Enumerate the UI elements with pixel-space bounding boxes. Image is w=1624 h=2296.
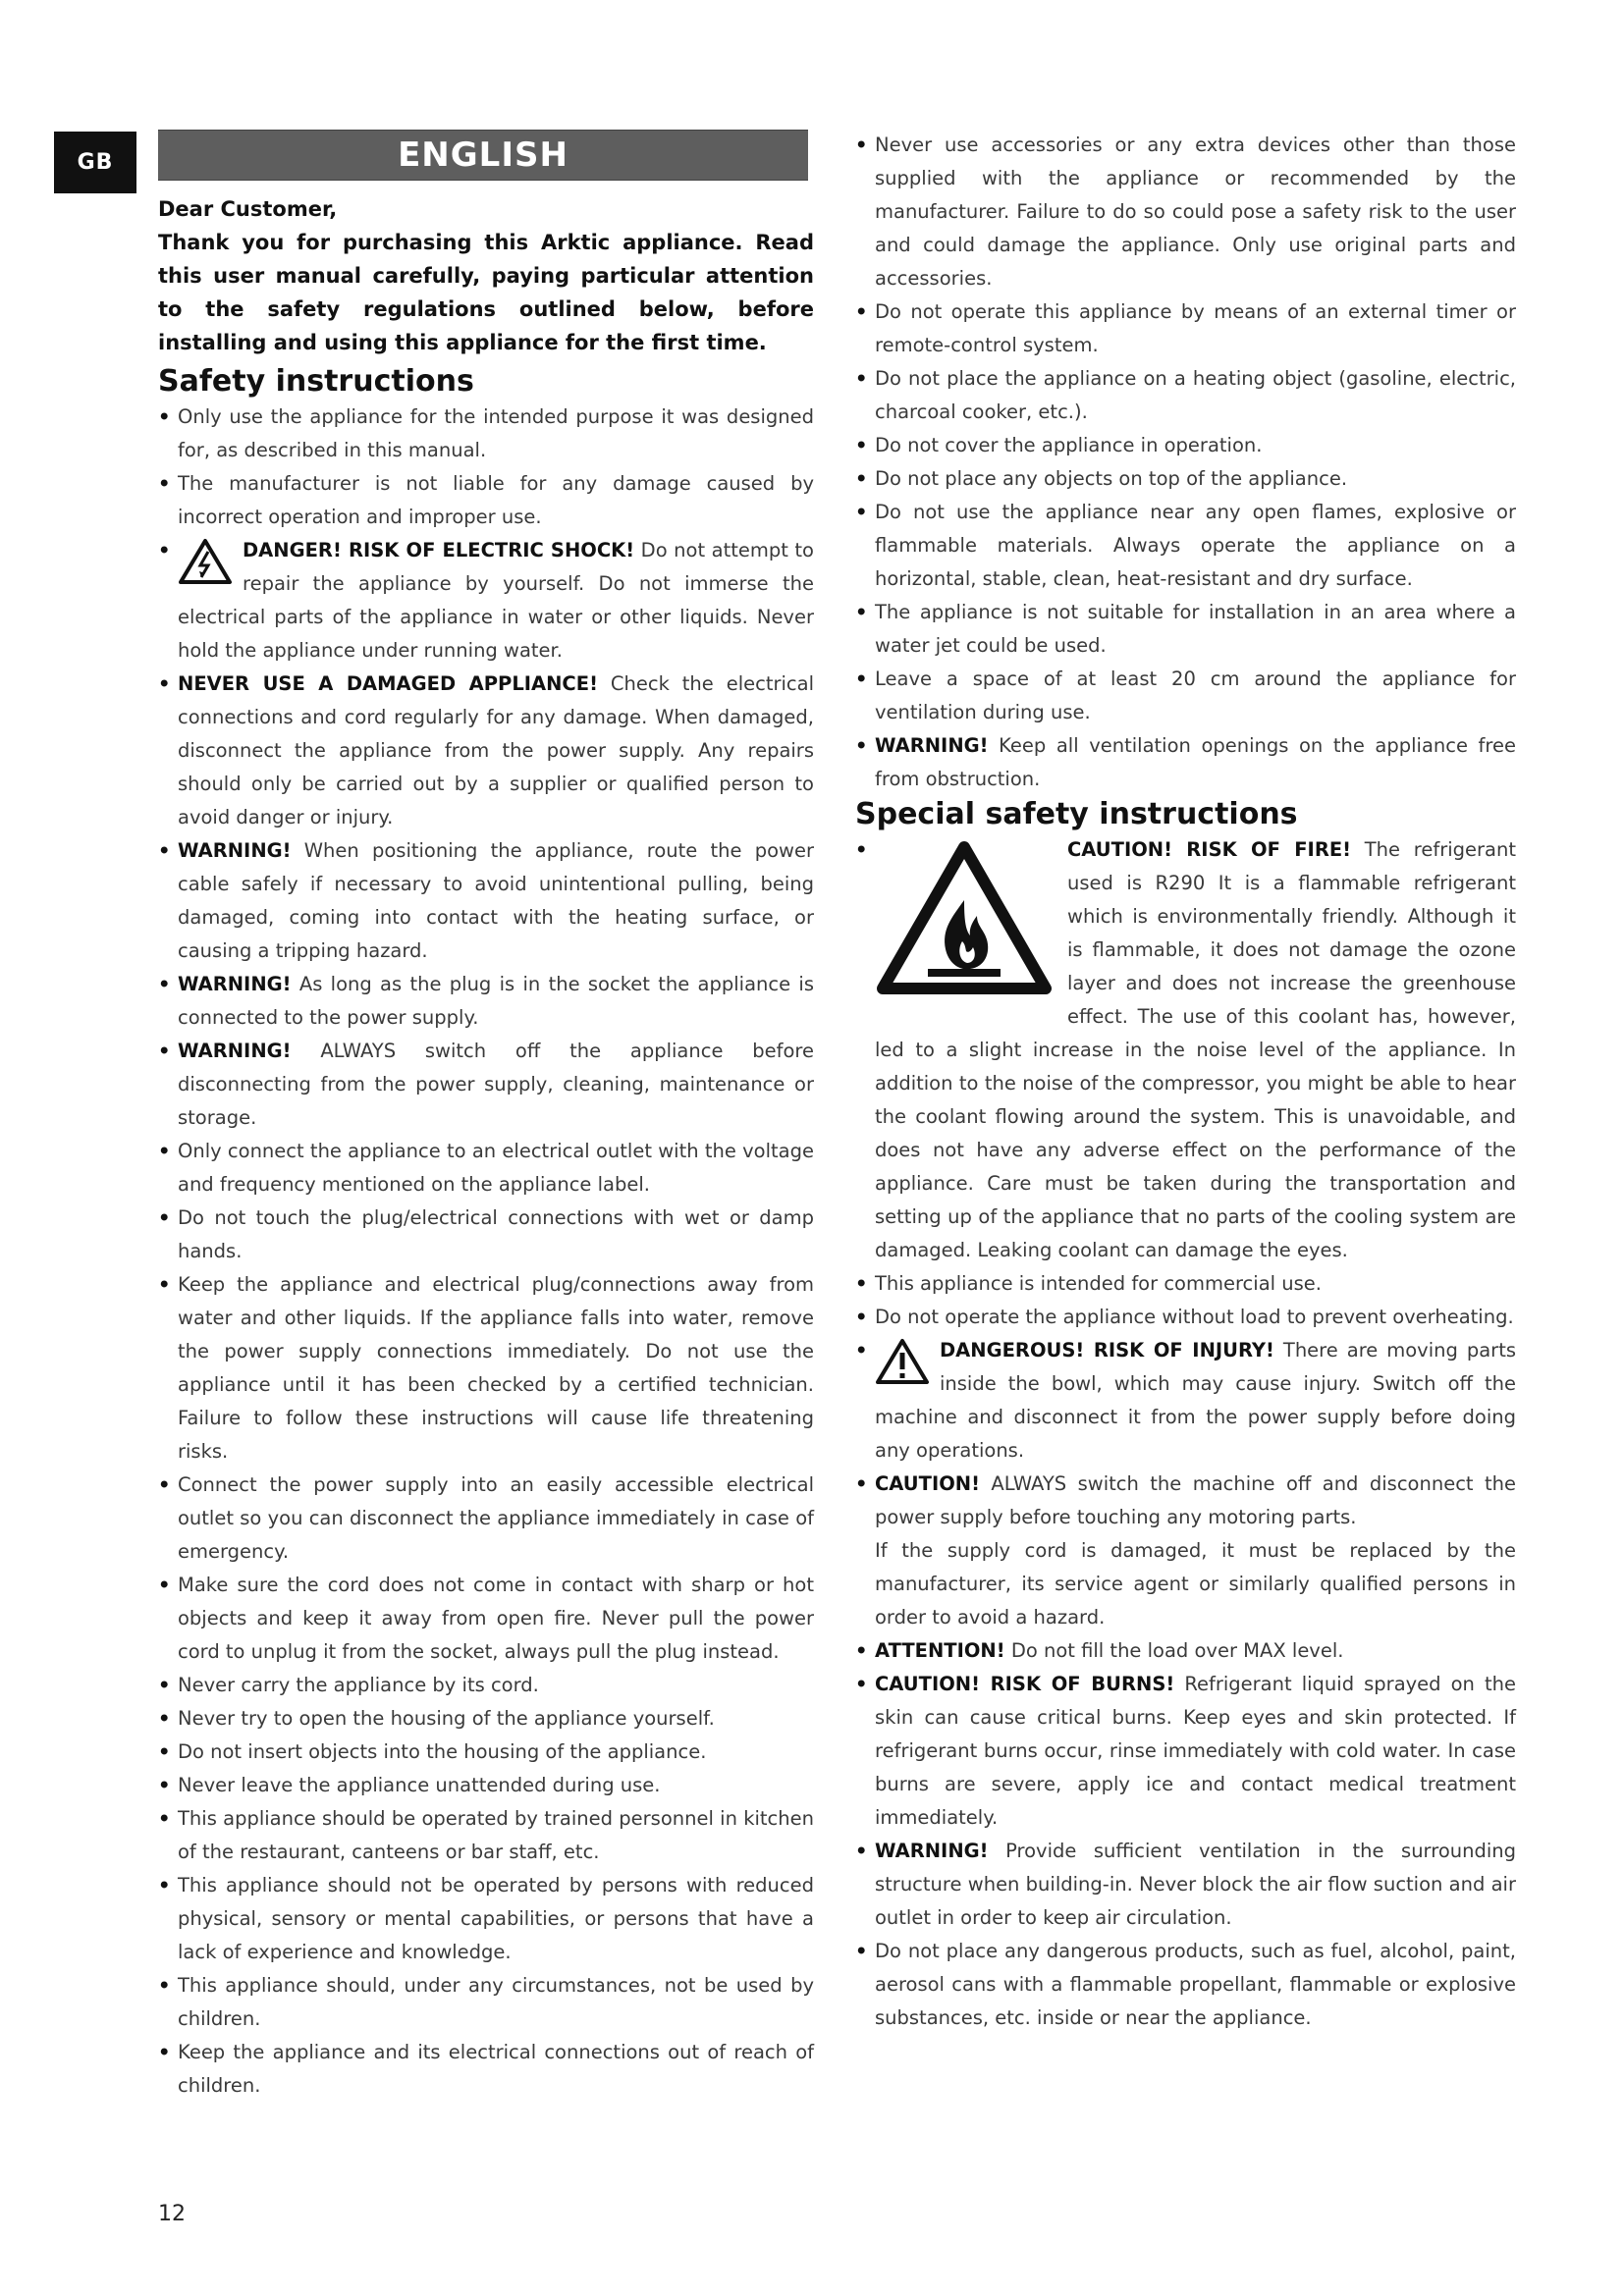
list-item: • WARNING! As long as the plug is in the socket the appliance is connected to the power supply. (158, 968, 814, 1035)
warning-triangle-electric-icon (178, 538, 233, 596)
list-item: • Never leave the appliance unattended during use. (158, 1769, 814, 1802)
list-item: • Do not insert objects into the housing of the appliance. (158, 1735, 814, 1769)
list-item: • Do not touch the plug/electrical connections with wet or damp hands. (158, 1201, 814, 1268)
list-item: • Only use the appliance for the intended purpose it was designed for, as described in this manual. (158, 400, 814, 467)
list-item: • This appliance should not be operated by persons with reduced physical, sensory or mental capabilities, or persons that have a lack of experience and knowledge. (158, 1869, 814, 1969)
list-item: • Make sure the cord does not come in contact with sharp or hot objects and keep it away from open fire. Never pull the power cord to unplug it from the socket, always pull the plug instead. (158, 1569, 814, 1669)
greeting: Dear Customer, (158, 197, 338, 221)
list-item: • CAUTION! ALWAYS switch the machine off and disconnect the power supply before touching any motoring parts. (855, 1468, 1516, 1534)
left-column (158, 192, 814, 2103)
list-item: • DANGEROUS! RISK OF INJURY! There are moving parts inside the bowl, which may cause injury. Switch off the machine and disconnect it from the power supply before doing any operations. (855, 1334, 1516, 1468)
page-number: 12 (158, 2202, 186, 2226)
list-item: • CAUTION! RISK OF FIRE! The refrigerant used is R290 It is a flammable refrigerant which is environmentally friendly. Although it is flammable, it does not damage the ozone layer and does not increase the greenhouse effect. The use of this coolant has, however, led to a slight increase in the noise level of the appliance. In addition to the noise of the compressor, you might be able to hear the coolant flowing around the system. This is unavoidable, and does not have any adverse effect on the performance of the appliance. Care must be taken during the transportation and setting up of the appliance that no parts of the cooling system are damaged. Leaking coolant can damage the eyes. (855, 833, 1516, 1267)
list-item: • WARNING! ALWAYS switch off the appliance before disconnecting from the power supply, cleaning, maintenance or storage. (158, 1035, 814, 1135)
list-item: • Keep the appliance and electrical plug/connections away from water and other liquids. If the appliance falls into water, remove the power supply connections immediately. Do not use the appliance until it has been checked by a certified technician. Failure to follow these instructions will cause life threatening risks. (158, 1268, 814, 1468)
list-item: • Do not place the appliance on a heating object (gasoline, electric, charcoal cooker, etc.). (855, 362, 1516, 429)
list-item: • This appliance is intended for commercial use. (855, 1267, 1516, 1301)
right-column (855, 129, 1516, 2035)
list-item: If the supply cord is damaged, it must be replaced by the manufacturer, its service agent or similarly qualified persons in order to avoid a hazard. (875, 1539, 1516, 1629)
list-item: • The appliance is not suitable for installation in an area where a water jet could be used. (855, 596, 1516, 663)
list-item: • Do not cover the appliance in operation. (855, 429, 1516, 462)
list-item: • Connect the power supply into an easily accessible electrical outlet so you can disconnect the appliance immediately in case of emergency. (158, 1468, 814, 1569)
list-item: • Never use accessories or any extra devices other than those supplied with the appliance or recommended by the manufacturer. Failure to do so could pose a safety risk to the user and could damage the appliance. Only use original parts and accessories. (855, 129, 1516, 295)
list-item: • Keep the appliance and its electrical connections out of reach of children. (158, 2036, 814, 2103)
warning-triangle-icon (875, 1338, 930, 1396)
list-item: • DANGER! RISK OF ELECTRIC SHOCK! Do not attempt to repair the appliance by yourself. Do not immerse the electrical parts of the appliance in water or other liquids. Never hold the appliance under running water. (158, 534, 814, 667)
intro-paragraph: Thank you for purchasing this Arktic appliance. Read this user manual carefully, paying particular attention to the safety regulations outlined below, before installing and using this appliance for the first time. (158, 231, 814, 354)
language-banner: ENGLISH (158, 130, 808, 181)
list-item: • Do not operate this appliance by means of an external timer or remote-control system. (855, 295, 1516, 362)
list-item: • WARNING! Provide sufficient ventilation in the surrounding structure when building-in. Never block the air flow suction and air outlet in order to keep air circulation. (855, 1835, 1516, 1935)
list-item: • Do not place any dangerous products, such as fuel, alcohol, paint, aerosol cans with a flammable propellant, flammable or explosive substances, etc. inside or near the appliance. (855, 1935, 1516, 2035)
list-item: • This appliance should be operated by trained personnel in kitchen of the restaurant, canteens or bar staff, etc. (158, 1802, 814, 1869)
flammable-warning-icon (875, 839, 1054, 1007)
list-item: • NEVER USE A DAMAGED APPLIANCE! Check the electrical connections and cord regularly for any damage. When damaged, disconnect the appliance from the power supply. Any repairs should only be carried out by a supplier or qualified person to avoid danger or injury. (158, 667, 814, 834)
list-item: • Only connect the appliance to an electrical outlet with the voltage and frequency mentioned on the appliance label. (158, 1135, 814, 1201)
list-item: • Do not use the appliance near any open flames, explosive or flammable materials. Always operate the appliance on a horizontal, stable, clean, heat-resistant and dry surface. (855, 496, 1516, 596)
list-item: • Never try to open the housing of the appliance yourself. (158, 1702, 814, 1735)
list-item: • WARNING! Keep all ventilation openings on the appliance free from obstruction. (855, 729, 1516, 796)
language-tab: GB (54, 132, 136, 193)
list-item: • ATTENTION! Do not fill the load over MAX level. (855, 1634, 1516, 1668)
list-item: • This appliance should, under any circumstances, not be used by children. (158, 1969, 814, 2036)
safety-instructions-heading: Safety instructions (158, 364, 474, 399)
list-item: • The manufacturer is not liable for any damage caused by incorrect operation and improper use. (158, 467, 814, 534)
list-item: • WARNING! When positioning the appliance, route the power cable safely if necessary to avoid unintentional pulling, being damaged, coming into contact with the heating surface, or causing a tripping hazard. (158, 834, 814, 968)
special-safety-list (855, 833, 1516, 2035)
safety-list-continued (855, 129, 1516, 796)
list-item: • Never carry the appliance by its cord. (158, 1669, 814, 1702)
list-item: • Do not operate the appliance without load to prevent overheating. (855, 1301, 1516, 1334)
list-item: • Leave a space of at least 20 cm around the appliance for ventilation during use. (855, 663, 1516, 729)
special-safety-heading: Special safety instructions (855, 797, 1298, 831)
safety-list (158, 400, 814, 2103)
list-item: • Do not place any objects on top of the appliance. (855, 462, 1516, 496)
list-item: • CAUTION! RISK OF BURNS! Refrigerant liquid sprayed on the skin can cause critical burns. Keep eyes and skin protected. If refrigerant burns occur, rinse immediately with cold water. In case burns are severe, apply ice and contact medical treatment immediately. (855, 1668, 1516, 1835)
